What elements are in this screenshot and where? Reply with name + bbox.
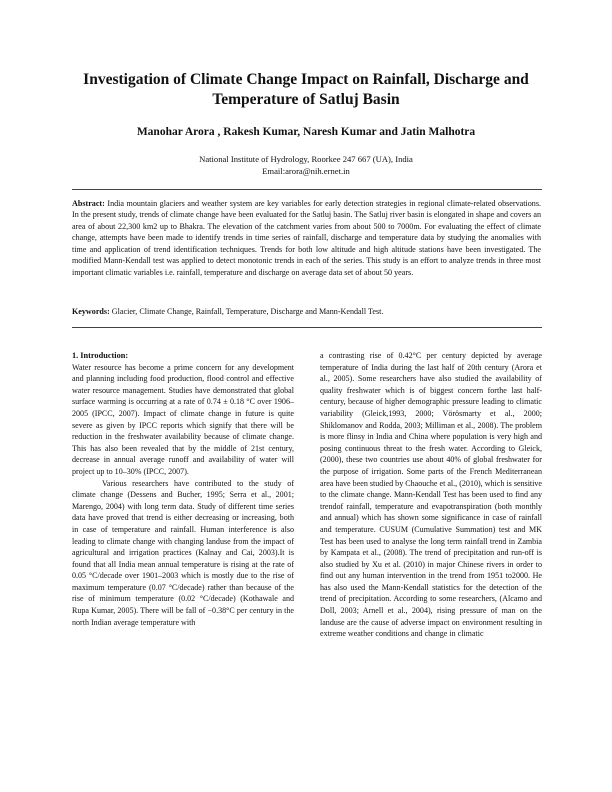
abstract-label: Abstract:	[72, 199, 105, 208]
intro-paragraph-1: Water resource has become a prime concern for any development and planning including food production, flood control and effective water resource management. Studies have demonstrated that global surface warming is occurring at a rate of 0.74 ± 0.18 °C over 1906–2005 (IPCC, 2007). Impact of climate change in future is quite severe as given by IPCC reports which signify that there will be reduction in the freshwater availability because of climate change. This has also been revealed that by the middle of 21st century, decrease in annual average runoff and availability of water will project up to 10–30% (IPCC, 2007).	[72, 362, 294, 476]
divider-bottom	[72, 327, 542, 328]
keywords-label: Keywords:	[72, 307, 110, 316]
left-column	[72, 350, 294, 628]
paper-title: Investigation of Climate Change Impact on Rainfall, Discharge and Temperature of Satluj Basin	[83, 71, 529, 108]
keywords	[72, 306, 541, 317]
divider-top	[72, 189, 542, 190]
intro-paragraph-3: a contrasting rise of 0.42°C per century depicted by average temperature of India during the last half of 20th century (Arora et al., 2005). Some researchers have also studied the availability of quality freshwater which is of biggest concern forthe last half-century, because of higher demographic pressure leading to climatic variability (Gleick,1993, 2000; Vörösmarty et al., 2000; Shiklomanov and Rodda, 2003; Milliman et al., 2008). The problem is more flinsy in India and China where population is very high and posing continuous threat to the fresh water. According to Gleick, (2000), these two countries use about 40% of global freshwater for the purpose of irrigation. Some parts of the French Mediterranean area have been studied by Chaouche et al., (2010), which is sensitive to the climate change. Mann-Kendall Test has been used to find any trendof rainfall, temperature and evapotranspiration (both monthly and annual) which has shown some significance in case of rainfall and temperature. CUSUM (Cumulative Summation) test and MK Test has been used to analyse the long term rainfall trend in Zambia by Kampata et al., (2008). The trend of precipitation and run-off is also studied by Xu et al. (2010) in major Chinese rivers in order to find out any human intervention in the trend from 1951 to2000. He has also used the Mann-Kendall statistics for the detection of the trend of precipitation. According to some researchers, (Alcamo and Doll, 2003; Arnell et al., 2004), rising pressure of man on the landuse are the cause of adverse impact on environment resulting in extreme weather conditions and change in climatic	[320, 351, 542, 639]
email: Email:arora@nih.ernet.in	[262, 166, 350, 176]
keywords-text: Glacier, Climate Change, Rainfall, Temperature, Discharge and Mann-Kendall Test.	[111, 307, 384, 316]
author-list: Manohar Arora , Rakesh Kumar, Naresh Kumar and Jatin Malhotra	[136, 126, 476, 138]
affiliation-block	[50, 153, 562, 177]
affiliation: National Institute of Hydrology, Roorkee 247 667 (UA), India	[199, 154, 413, 164]
intro-paragraph-2: Various researchers have contributed to the study of climate change (Dessens and Bucher, 1995; Serra et al., 2001; Marengo, 2004) with long term data. Study of different time series data have proved that trend is either decreasing or increasing, both in case of temperature and rainfall. Human interference is also leading to climate change with changing landuse from the impact of agricultural and irrigation practices (Kalnay and Cai, 2003).It is found that all India mean annual temperature is rising at the rate of 0.05 °C/decade over 1901–2003 which is mostly due to the rise of maximum temperature (0.07 °C/decade) rather than because of the rise of minimum temperature (0.02 °C/decade) (Kothawale and Rupa Kumar, 2005). There will be fall of −0.38°C per century in the north Indian average temperature with	[72, 478, 294, 627]
right-column	[320, 350, 542, 640]
abstract-text: India mountain glaciers and weather system are key variables for early detection strategies in regional climate-related observations. In the present study, trends of climate change have been evaluated for the Satluj basin. The Satluj river basin is elongated in shape and covers an area of about 22,300 km2 up to Bhakra. The elevation of the catchment varies from about 500 to 7000m. For evaluating the effect of climate change, attempts have been made to identify trends in time series of rainfall, discharge and temperature data by studying the anomalies with time and application of trend identification techniques. Trends for both low altitude and high altitude stations have been investigated. The modified Mann-Kendall test was applied to detect monotonic trends in each of the series. This study is an effort to analyze trends in three most important climatic variables i.e. rainfall, temperature and discharge on average data set of about 50 years.	[72, 199, 541, 277]
abstract	[72, 198, 541, 278]
section-heading: 1. Introduction:	[72, 351, 129, 360]
